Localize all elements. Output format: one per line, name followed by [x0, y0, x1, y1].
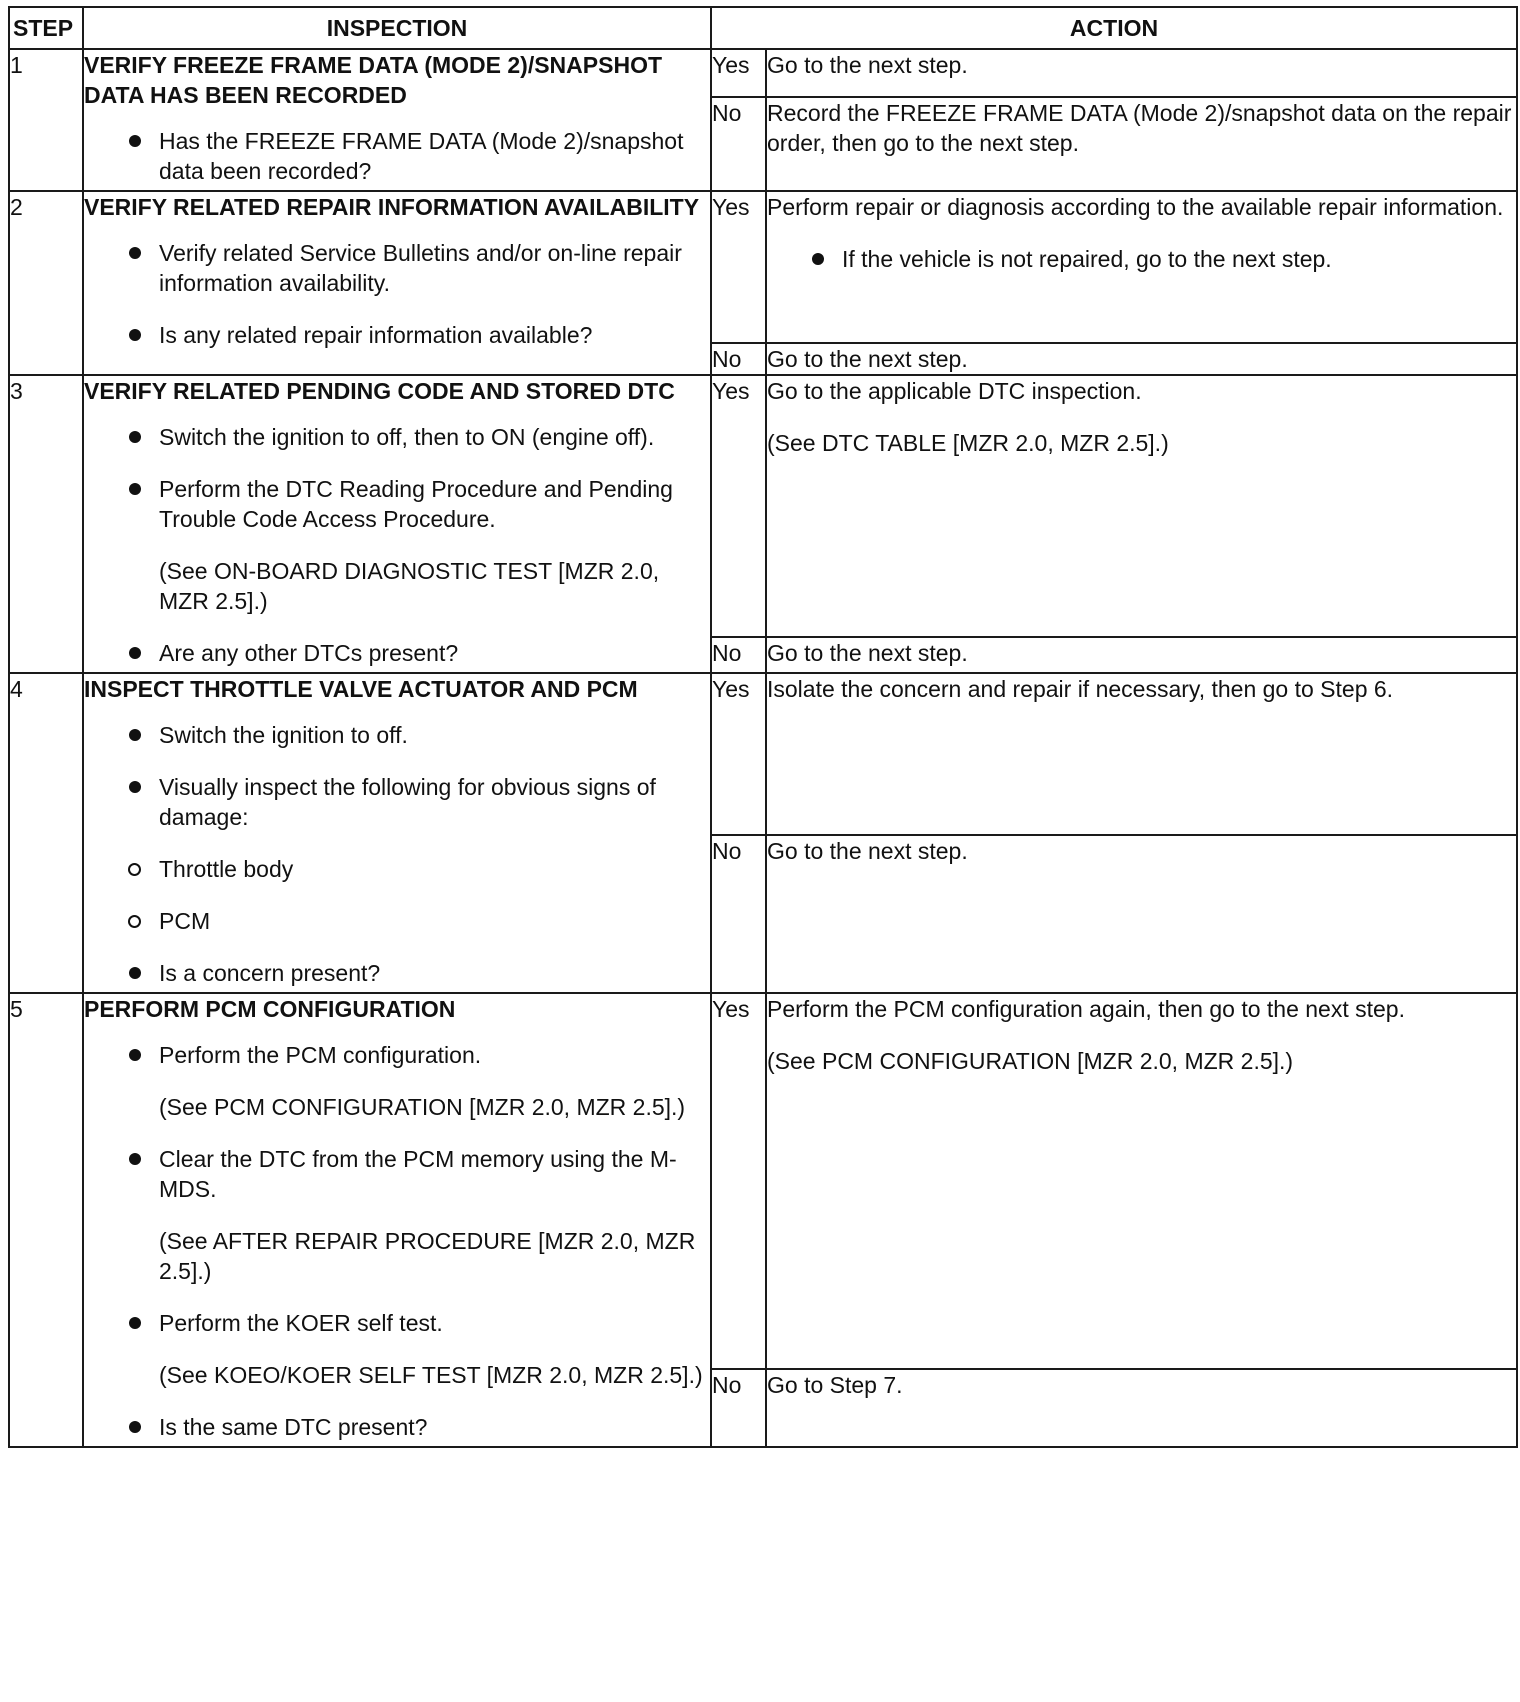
step-number: 5	[9, 993, 83, 1447]
reference-text: (See AFTER REPAIR PROCEDURE [MZR 2.0, MZR 2.5].)	[159, 1228, 696, 1284]
sub-bullet-item: PCM	[159, 906, 710, 936]
yes-action-text: Go to the applicable DTC inspection.	[767, 378, 1142, 404]
bullet-item	[159, 1040, 710, 1122]
step-5-yes-row	[9, 993, 1517, 1369]
no-action: Go to the next step.	[766, 835, 1517, 993]
reference-text: (See KOEO/KOER SELF TEST [MZR 2.0, MZR 2.5].)	[159, 1362, 703, 1388]
bullet-text: Perform the PCM configuration.	[159, 1042, 482, 1068]
no-label: No	[711, 343, 766, 375]
no-action: Go to the next step.	[766, 637, 1517, 673]
bullet-text: Clear the DTC from the PCM memory using the M-MDS.	[159, 1146, 677, 1202]
yes-label: Yes	[711, 49, 766, 97]
step-2-inspection	[83, 191, 711, 375]
bullet-text: Perform the KOER self test.	[159, 1310, 443, 1336]
diagnostic-procedure-table	[8, 6, 1518, 1448]
bullet-item: Has the FREEZE FRAME DATA (Mode 2)/snapshot data been recorded?	[159, 126, 710, 186]
reference-text: (See ON-BOARD DIAGNOSTIC TEST [MZR 2.0, MZR 2.5].)	[159, 558, 660, 614]
no-label: No	[711, 637, 766, 673]
no-label: No	[711, 97, 766, 191]
step-3-yes-row	[9, 375, 1517, 637]
no-label: No	[711, 1369, 766, 1447]
yes-action: Go to the next step.	[766, 49, 1517, 97]
yes-label: Yes	[711, 993, 766, 1369]
yes-action	[766, 375, 1517, 637]
bullet-item	[159, 1144, 710, 1286]
step-5-inspection	[83, 993, 711, 1447]
no-label: No	[711, 835, 766, 993]
step-number: 1	[9, 49, 83, 191]
yes-label: Yes	[711, 191, 766, 343]
bullet-item: Are any other DTCs present?	[159, 638, 710, 668]
step-title: PERFORM PCM CONFIGURATION	[84, 996, 456, 1022]
step-number: 4	[9, 673, 83, 993]
reference-text: (See PCM CONFIGURATION [MZR 2.0, MZR 2.5].)	[159, 1094, 686, 1120]
step-3-inspection	[83, 375, 711, 673]
yes-action: Isolate the concern and repair if necessary, then go to Step 6.	[766, 673, 1517, 835]
bullet-item	[159, 474, 710, 616]
no-action: Record the FREEZE FRAME DATA (Mode 2)/snapshot data on the repair order, then go to the next step.	[766, 97, 1517, 191]
bullet-item: If the vehicle is not repaired, go to the next step.	[842, 244, 1516, 274]
bullet-item: Is a concern present?	[159, 958, 710, 988]
step-number: 3	[9, 375, 83, 673]
no-action: Go to Step 7.	[766, 1369, 1517, 1447]
reference-text: (See DTC TABLE [MZR 2.0, MZR 2.5].)	[767, 430, 1169, 456]
yes-action	[766, 993, 1517, 1369]
step-4-inspection	[83, 673, 711, 993]
bullet-item: Is the same DTC present?	[159, 1412, 710, 1442]
bullet-item: Is any related repair information available?	[159, 320, 710, 350]
yes-label: Yes	[711, 375, 766, 637]
bullet-item: Switch the ignition to off.	[159, 720, 710, 750]
step-title: VERIFY RELATED REPAIR INFORMATION AVAILABILITY	[84, 194, 700, 220]
yes-action	[766, 191, 1517, 343]
step-1-yes-row	[9, 49, 1517, 97]
yes-action-text: Perform the PCM configuration again, then go to the next step.	[767, 996, 1405, 1022]
no-action: Go to the next step.	[766, 343, 1517, 375]
bullet-item: Verify related Service Bulletins and/or on-line repair information availability.	[159, 238, 710, 298]
header-step: STEP	[9, 7, 83, 49]
step-2-yes-row	[9, 191, 1517, 343]
bullet-text: Visually inspect the following for obvious signs of damage:	[159, 774, 656, 830]
reference-text: (See PCM CONFIGURATION [MZR 2.0, MZR 2.5].)	[767, 1048, 1294, 1074]
sub-bullet-item: Throttle body	[159, 854, 710, 884]
bullet-item: Switch the ignition to off, then to ON (engine off).	[159, 422, 710, 452]
bullet-item	[159, 1308, 710, 1390]
header-inspection: INSPECTION	[83, 7, 711, 49]
step-title: VERIFY FREEZE FRAME DATA (MODE 2)/SNAPSHOT DATA HAS BEEN RECORDED	[84, 52, 663, 108]
header-row	[9, 7, 1517, 49]
yes-action-text: Perform repair or diagnosis according to the available repair information.	[767, 194, 1504, 220]
bullet-item	[159, 772, 710, 936]
step-title: VERIFY RELATED PENDING CODE AND STORED DTC	[84, 378, 675, 404]
step-title: INSPECT THROTTLE VALVE ACTUATOR AND PCM	[84, 676, 638, 702]
step-number: 2	[9, 191, 83, 375]
step-4-yes-row	[9, 673, 1517, 835]
header-action: ACTION	[711, 7, 1517, 49]
yes-label: Yes	[711, 673, 766, 835]
bullet-text: Perform the DTC Reading Procedure and Pending Trouble Code Access Procedure.	[159, 476, 673, 532]
step-1-inspection	[83, 49, 711, 191]
